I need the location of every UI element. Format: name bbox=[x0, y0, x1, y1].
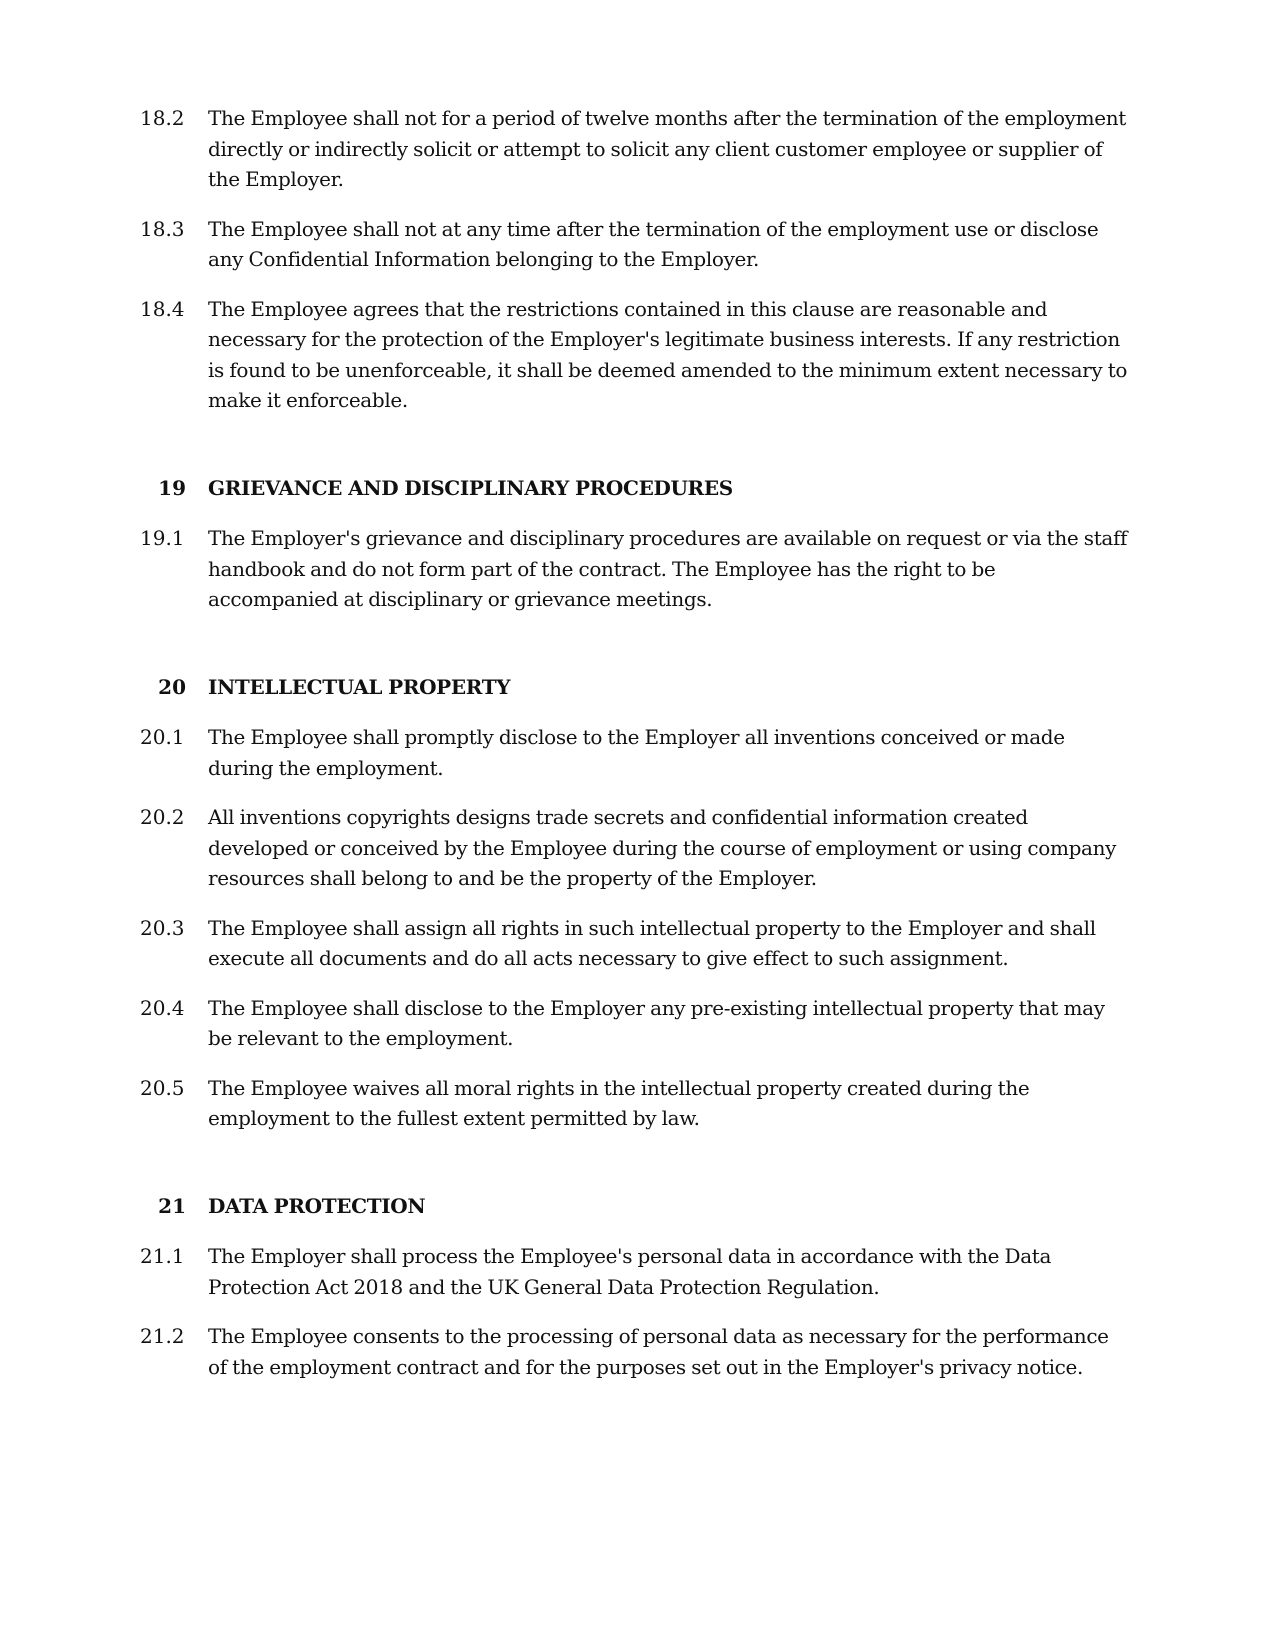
section-19 bbox=[140, 473, 1130, 615]
clause-18-4 bbox=[140, 294, 1130, 416]
clause-18-2 bbox=[140, 103, 1130, 195]
section-heading bbox=[140, 672, 1130, 703]
section-18 bbox=[140, 103, 1130, 416]
clause-text: The Employer's grievance and disciplinary procedures are available on request or via the staff handbook and do not form part of the contract. The Employee has the right to be accompanied at disciplinary or grievance meetings. bbox=[208, 526, 1128, 611]
clause-text: The Employer shall process the Employee's personal data in accordance with the Data Protection Act 2018 and the UK General Data Protection Regulation. bbox=[208, 1244, 1052, 1299]
clause-text: The Employee waives all moral rights in the intellectual property created during the employment to the fullest extent permitted by law. bbox=[208, 1075, 1030, 1130]
clause-number: 20.1 bbox=[140, 725, 185, 749]
clause-number: 19.1 bbox=[140, 526, 185, 550]
clause-text: The Employee agrees that the restrictions contained in this clause are reasonable and necessary for the protection of the Employer's legitimate business interests. If any restriction is found to be unenforceable, it shall be deemed amended to the minimum extent necessary to make it enforceable. bbox=[208, 296, 1128, 412]
clause-text: The Employee shall not for a period of twelve months after the termination of the employment directly or indirectly solicit or attempt to solicit any client customer employee or supplier of the Employer. bbox=[208, 106, 1126, 191]
clause-20-4 bbox=[140, 993, 1130, 1054]
section-title: DATA PROTECTION bbox=[208, 1193, 426, 1218]
clause-text: The Employee shall disclose to the Employer any pre-existing intellectual property that may be relevant to the employment. bbox=[208, 995, 1105, 1050]
clause-number: 21.2 bbox=[140, 1324, 185, 1348]
clause-text: The Employee shall not at any time after the termination of the employment use or disclose any Confidential Information belonging to the Employer. bbox=[208, 216, 1099, 271]
clause-number: 21.1 bbox=[140, 1244, 185, 1268]
clause-20-5 bbox=[140, 1073, 1130, 1134]
section-number: 19 bbox=[158, 475, 186, 500]
section-number: 21 bbox=[158, 1193, 186, 1218]
clause-18-3 bbox=[140, 214, 1130, 275]
document-page bbox=[140, 103, 1130, 1401]
clause-21-2 bbox=[140, 1321, 1130, 1382]
clause-number: 20.5 bbox=[140, 1075, 185, 1100]
section-21 bbox=[140, 1191, 1130, 1383]
section-heading bbox=[140, 473, 1130, 504]
clause-text: The Employee shall promptly disclose to the Employer all inventions conceived or made during the employment. bbox=[208, 725, 1065, 780]
section-20 bbox=[140, 672, 1130, 1134]
section-heading bbox=[140, 1191, 1130, 1222]
clause-number: 18.4 bbox=[140, 296, 185, 321]
clause-number: 20.2 bbox=[140, 805, 185, 829]
clause-text: The Employee consents to the processing of personal data as necessary for the performance of the employment contract and for the purposes set out in the Employer's privacy notice. bbox=[208, 1324, 1109, 1379]
clause-21-1 bbox=[140, 1241, 1130, 1302]
clause-20-1 bbox=[140, 722, 1130, 783]
clause-number: 20.3 bbox=[140, 915, 185, 940]
section-title: GRIEVANCE AND DISCIPLINARY PROCEDURES bbox=[208, 475, 733, 500]
clause-text: The Employee shall assign all rights in such intellectual property to the Employer and shall execute all documents and do all acts necessary to give effect to such assignment. bbox=[208, 915, 1096, 970]
clause-number: 20.4 bbox=[140, 995, 185, 1020]
clause-number: 18.3 bbox=[140, 216, 185, 241]
clause-20-3 bbox=[140, 913, 1130, 974]
clause-text: All inventions copyrights designs trade secrets and confidential information created developed or conceived by the Employee during the course of employment or using company resources shall belong to and be the property of the Employer. bbox=[208, 805, 1117, 890]
clause-number: 18.2 bbox=[140, 106, 185, 130]
section-title: INTELLECTUAL PROPERTY bbox=[208, 674, 511, 699]
clause-19-1 bbox=[140, 523, 1130, 615]
clause-20-2 bbox=[140, 802, 1130, 894]
section-number: 20 bbox=[158, 674, 186, 699]
